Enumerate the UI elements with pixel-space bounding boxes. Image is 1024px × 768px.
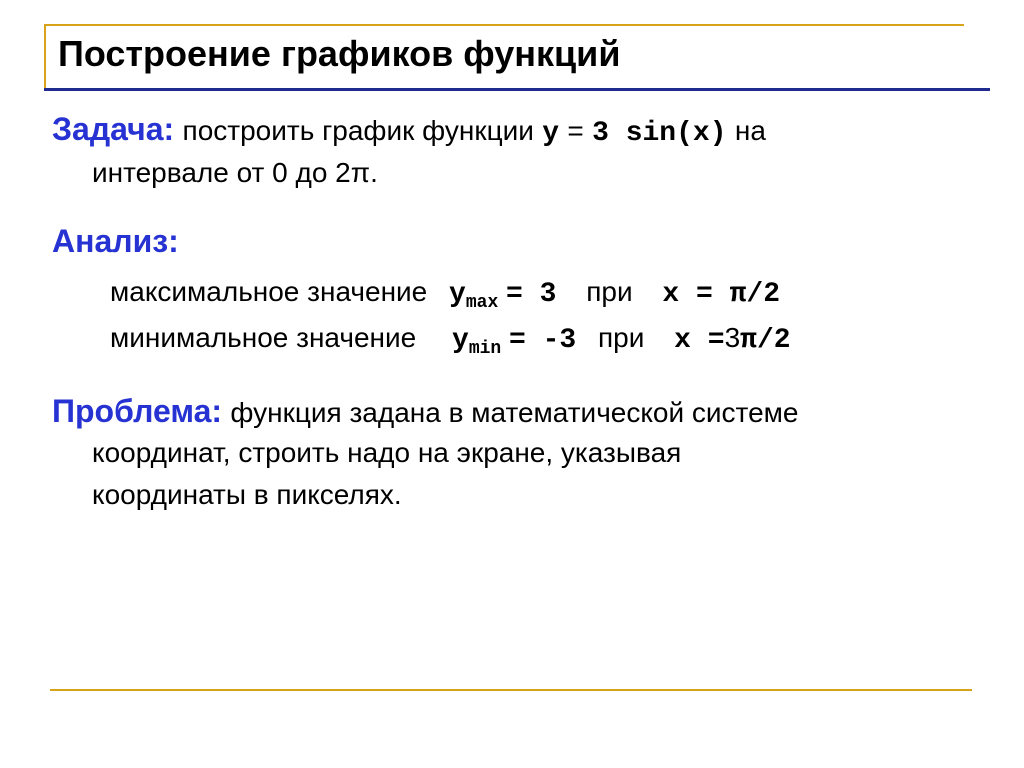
task-line-1 [52,108,766,155]
task-formula-y: y [542,118,560,149]
problem-line-3: координаты в пикселях. [92,479,402,510]
min-var: y [452,325,469,356]
min-x-lhs: x = [674,325,725,356]
max-x: x = π/2 [662,279,781,310]
analysis-min-row [110,318,791,369]
max-value: = 3 [506,279,557,310]
analysis-heading-row [52,220,179,264]
task-text-after: на [734,115,766,146]
max-label: максимальное значение [110,276,428,307]
min-x-num: 3 [724,322,741,353]
min-sub: min [468,339,502,359]
task-formula-eq: = [567,115,584,146]
footer-rule [50,689,972,691]
max-sub: max [465,293,499,313]
task-heading: Задача: [52,111,175,147]
task-line-2: интервале от 0 до 2π. [92,157,378,188]
min-x-rest: π/2 [740,325,791,356]
analysis-heading: Анализ: [52,223,179,259]
max-at: при [586,276,633,307]
task-formula-rhs: 3 sin(x) [592,118,727,149]
problem-text-1: функция задана в математической системе [230,397,799,428]
problem-heading: Проблема: [52,393,223,429]
problem-line-1 [52,390,798,434]
task-text: построить график функции [182,115,534,146]
title-underline [44,88,990,91]
min-value: = -3 [509,325,577,356]
analysis-max-row [110,272,780,323]
slide-title: Построение графиков функций [58,33,621,74]
problem-line-2: координат, строить надо на экране, указывая [92,437,682,468]
title-top-rule [44,24,964,26]
min-label: минимальное значение [110,322,417,353]
min-at: при [598,322,645,353]
max-var: y [449,279,466,310]
